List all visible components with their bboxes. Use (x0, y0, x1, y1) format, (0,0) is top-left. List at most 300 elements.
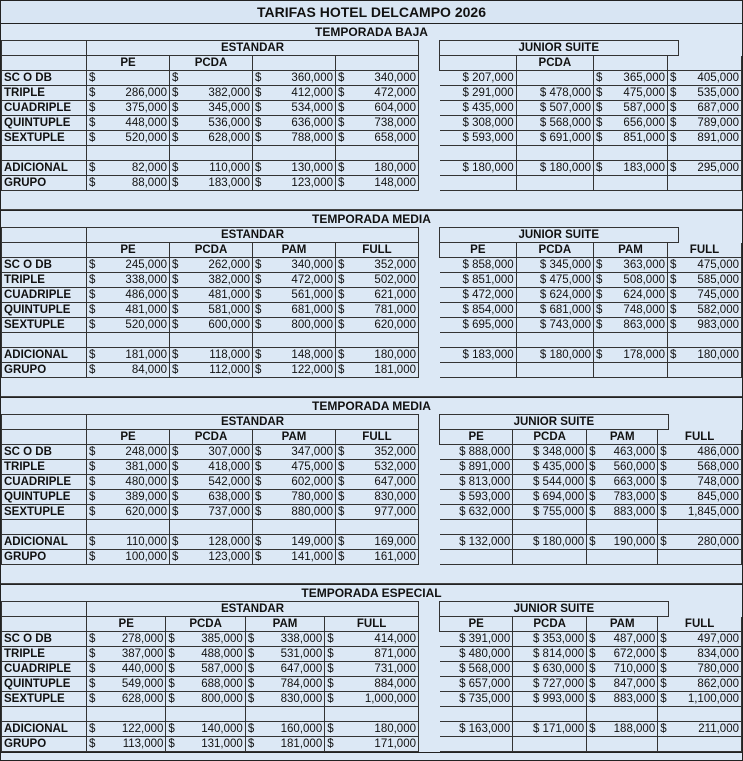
rate-value: 160,000 (256, 722, 325, 737)
rate-value: 248,000 (97, 445, 170, 460)
rate-value: 181,000 (346, 363, 419, 378)
rate-row (440, 490, 742, 505)
rate-row (2, 692, 419, 707)
currency-sign: $ (336, 258, 347, 273)
currency-sign: $ (170, 318, 181, 333)
rate-row (440, 505, 742, 520)
rate-row (2, 318, 419, 333)
rate-value: 414,000 (335, 632, 418, 647)
rate-row (2, 258, 419, 273)
currency-sign: $ (594, 288, 605, 303)
rate-value (516, 363, 593, 378)
currency-sign: $ (170, 363, 181, 378)
currency-sign: $ (668, 273, 679, 288)
rate-value (597, 520, 658, 535)
room-type-label: GRUPO (2, 176, 87, 191)
rate-value: 620,000 (346, 318, 419, 333)
section-spacer (1, 378, 742, 397)
currency-sign: $ (87, 505, 98, 520)
currency-sign: $ (587, 722, 598, 737)
column-header: PCDA (170, 243, 253, 258)
currency-sign: $ (166, 722, 177, 737)
currency-sign (594, 363, 605, 378)
currency-sign (336, 520, 347, 535)
column-header (440, 56, 517, 71)
rate-value: 113,000 (97, 737, 166, 752)
rate-value: 851,000 (604, 131, 667, 146)
rate-value: 480,000 (97, 475, 170, 490)
rate-value: 585,000 (678, 273, 742, 288)
rate-row (440, 318, 742, 333)
column-header: PCDA (516, 56, 593, 71)
currency-sign (87, 520, 98, 535)
currency-sign: $ (658, 505, 669, 520)
currency-sign: $ (87, 176, 98, 191)
estandar-table (1, 40, 419, 191)
currency-sign: $ (253, 273, 264, 288)
rate-value (180, 333, 253, 348)
rate-value: 88,000 (97, 176, 170, 191)
rate-value: 977,000 (346, 505, 419, 520)
rate-value: 1,000,000 (335, 692, 418, 707)
currency-sign: $ (253, 131, 264, 146)
currency-sign: $ (170, 161, 181, 176)
rate-value: 405,000 (678, 71, 742, 86)
currency-sign: $ (587, 662, 598, 677)
rate-value: 731,000 (335, 662, 418, 677)
rate-value: 520,000 (97, 131, 170, 146)
currency-sign: $ (87, 101, 98, 116)
rate-row (440, 161, 742, 176)
currency-sign: $ (336, 490, 347, 505)
rate-value: 587,000 (176, 662, 245, 677)
rate-value: $ 851,000 (440, 273, 517, 288)
rate-row (2, 722, 419, 737)
room-type-label: SEXTUPLE (2, 318, 87, 333)
blank-cell (2, 415, 87, 430)
currency-sign: $ (253, 535, 264, 550)
rate-value: 581,000 (180, 303, 253, 318)
currency-sign: $ (87, 161, 98, 176)
currency-sign: $ (87, 273, 98, 288)
currency-sign: $ (253, 288, 264, 303)
rate-row (440, 535, 742, 550)
rate-row (2, 303, 419, 318)
currency-sign: $ (587, 535, 598, 550)
column-header: PAM (587, 430, 658, 445)
rate-value: 1,845,000 (668, 505, 741, 520)
currency-sign: $ (245, 722, 256, 737)
currency-sign: $ (170, 86, 181, 101)
rate-value: 587,000 (604, 101, 667, 116)
currency-sign (166, 707, 177, 722)
rate-value: 830,000 (346, 490, 419, 505)
rate-value: $ 858,000 (440, 258, 517, 273)
currency-sign: $ (594, 86, 605, 101)
currency-sign: $ (594, 348, 605, 363)
rate-value: 345,000 (180, 101, 253, 116)
rate-row (2, 348, 419, 363)
rate-value: 502,000 (346, 273, 419, 288)
column-header: PAM (245, 617, 324, 632)
rate-value (513, 520, 587, 535)
rate-value (346, 520, 419, 535)
currency-sign: $ (87, 288, 98, 303)
column-header: FULL (336, 243, 419, 258)
rate-row (2, 273, 419, 288)
rate-value: $ 691,000 (516, 131, 593, 146)
column-header: FULL (668, 243, 742, 258)
currency-sign: $ (170, 101, 181, 116)
rate-value: 862,000 (668, 677, 741, 692)
currency-sign (658, 707, 669, 722)
currency-sign (658, 550, 669, 565)
rate-row (440, 677, 742, 692)
currency-sign: $ (253, 550, 264, 565)
currency-sign: $ (166, 647, 177, 662)
rate-value: $ 353,000 (513, 632, 587, 647)
rate-row (440, 288, 742, 303)
currency-sign: $ (170, 535, 181, 550)
rate-value: 582,000 (678, 303, 742, 318)
currency-sign: $ (336, 475, 347, 490)
rate-value: 621,000 (346, 288, 419, 303)
blank-cell (2, 243, 87, 258)
rate-row (440, 692, 742, 707)
column-header: PCDA (166, 617, 245, 632)
currency-sign: $ (87, 662, 98, 677)
rate-value: 486,000 (97, 288, 170, 303)
rate-value (440, 707, 513, 722)
currency-sign: $ (253, 161, 264, 176)
rate-value: 382,000 (180, 273, 253, 288)
rate-value: 381,000 (97, 460, 170, 475)
currency-sign: $ (170, 273, 181, 288)
currency-sign: $ (336, 101, 347, 116)
column-header (594, 56, 668, 71)
rate-value: 781,000 (346, 303, 419, 318)
rate-value (440, 146, 517, 161)
currency-sign: $ (87, 348, 98, 363)
rate-value: 84,000 (97, 363, 170, 378)
currency-sign (668, 146, 679, 161)
rate-row (440, 647, 742, 662)
rate-value: 412,000 (263, 86, 336, 101)
rate-value: 382,000 (180, 86, 253, 101)
rate-value: $ 624,000 (516, 288, 593, 303)
rate-value: $ 727,000 (513, 677, 587, 692)
column-header: PAM (253, 243, 336, 258)
rate-value: 738,000 (346, 116, 419, 131)
rate-value: 463,000 (597, 445, 658, 460)
rate-value (597, 707, 658, 722)
currency-sign: $ (87, 318, 98, 333)
room-type-label: TRIPLE (2, 647, 87, 662)
rate-value (346, 146, 419, 161)
season-title: TEMPORADA BAJA (315, 25, 428, 39)
currency-sign: $ (336, 288, 347, 303)
rate-row (2, 475, 419, 490)
currency-sign: $ (87, 647, 98, 662)
currency-sign: $ (166, 737, 177, 752)
season-tables (1, 40, 742, 191)
currency-sign: $ (594, 258, 605, 273)
rate-value: 286,000 (97, 86, 170, 101)
rate-value: 688,000 (176, 677, 245, 692)
currency-sign: $ (668, 258, 679, 273)
currency-sign (87, 707, 98, 722)
rate-value: 487,000 (597, 632, 658, 647)
rate-value: 440,000 (97, 662, 166, 677)
rate-value: $ 632,000 (440, 505, 513, 520)
room-type-label: SEXTUPLE (2, 505, 87, 520)
currency-sign (253, 333, 264, 348)
currency-sign (587, 707, 598, 722)
currency-sign: $ (668, 86, 679, 101)
rate-value: $ 743,000 (516, 318, 593, 333)
currency-sign: $ (87, 116, 98, 131)
currency-sign (668, 363, 679, 378)
rate-row (2, 445, 419, 460)
rate-value: 628,000 (180, 131, 253, 146)
column-header: PAM (594, 243, 668, 258)
rate-row (2, 116, 419, 131)
currency-sign: $ (658, 677, 669, 692)
currency-sign: $ (253, 363, 264, 378)
rate-value: $ 180,000 (516, 161, 593, 176)
currency-sign: $ (325, 647, 336, 662)
currency-sign: $ (587, 505, 598, 520)
currency-sign: $ (87, 722, 98, 737)
section-spacer (1, 191, 742, 210)
currency-sign: $ (170, 490, 181, 505)
currency-sign (87, 333, 98, 348)
currency-sign: $ (336, 303, 347, 318)
currency-sign: $ (668, 318, 679, 333)
currency-sign: $ (587, 460, 598, 475)
rate-value: 418,000 (180, 460, 253, 475)
rate-row (440, 707, 742, 722)
rate-value: 883,000 (597, 692, 658, 707)
currency-sign (325, 707, 336, 722)
rate-row (2, 647, 419, 662)
currency-sign: $ (87, 692, 98, 707)
rate-value (668, 550, 741, 565)
rate-value: 536,000 (180, 116, 253, 131)
column-header: FULL (658, 617, 742, 632)
rate-row (440, 146, 742, 161)
rate-value (440, 737, 513, 752)
rate-row (440, 116, 742, 131)
rate-value (176, 707, 245, 722)
rate-value: 183,000 (180, 176, 253, 191)
rate-value: $ 475,000 (516, 273, 593, 288)
rate-value: 830,000 (256, 692, 325, 707)
currency-sign: $ (170, 71, 181, 86)
currency-sign (87, 146, 98, 161)
currency-sign: $ (253, 71, 264, 86)
currency-sign (658, 520, 669, 535)
column-header: PE (440, 243, 517, 258)
currency-sign (253, 146, 264, 161)
rate-value: $ 348,000 (513, 445, 587, 460)
rate-value: 363,000 (604, 258, 667, 273)
group-header-estandar: ESTANDAR (87, 602, 419, 617)
currency-sign: $ (336, 273, 347, 288)
blank-cell (2, 617, 87, 632)
rate-row (2, 535, 419, 550)
rate-value: 871,000 (335, 647, 418, 662)
currency-sign: $ (253, 258, 264, 273)
currency-sign: $ (245, 692, 256, 707)
rate-row (440, 131, 742, 146)
estandar-table (1, 414, 419, 565)
rate-value: 983,000 (678, 318, 742, 333)
rate-value: 784,000 (256, 677, 325, 692)
room-type-label: CUADRIPLE (2, 101, 87, 116)
rate-value: $ 813,000 (440, 475, 513, 490)
rate-row (2, 677, 419, 692)
currency-sign: $ (668, 303, 679, 318)
rate-value: 549,000 (97, 677, 166, 692)
rate-row (440, 550, 742, 565)
rate-row (2, 333, 419, 348)
currency-sign: $ (668, 348, 679, 363)
rate-value: 535,000 (678, 86, 742, 101)
rate-value (678, 333, 742, 348)
currency-sign: $ (87, 490, 98, 505)
rate-value: $ 207,000 (440, 71, 517, 86)
rate-value: $ 308,000 (440, 116, 517, 131)
rate-value (97, 71, 170, 86)
room-type-label: CUADRIPLE (2, 662, 87, 677)
rate-row (440, 520, 742, 535)
group-header-junior: JUNIOR SUITE (440, 602, 669, 617)
currency-sign: $ (325, 737, 336, 752)
rate-value: 295,000 (678, 161, 742, 176)
rate-value: 385,000 (176, 632, 245, 647)
season-tables (1, 414, 742, 565)
currency-sign: $ (87, 632, 98, 647)
rate-value: $ 657,000 (440, 677, 513, 692)
rate-value: 883,000 (597, 505, 658, 520)
rate-value: 112,000 (180, 363, 253, 378)
rate-value: $ 544,000 (513, 475, 587, 490)
rate-value (668, 520, 741, 535)
rate-value (97, 520, 170, 535)
rate-value: $ 681,000 (516, 303, 593, 318)
rate-value: 181,000 (97, 348, 170, 363)
rate-row (440, 445, 742, 460)
rate-value: $ 568,000 (516, 116, 593, 131)
currency-sign: $ (668, 161, 679, 176)
column-header: PE (87, 243, 170, 258)
rate-value: 789,000 (678, 116, 742, 131)
currency-sign: $ (170, 131, 181, 146)
rate-value: 488,000 (176, 647, 245, 662)
currency-sign: $ (245, 677, 256, 692)
currency-sign: $ (668, 101, 679, 116)
currency-sign: $ (87, 86, 98, 101)
rate-value: 636,000 (263, 116, 336, 131)
room-type-label: SC O DB (2, 632, 87, 647)
currency-sign: $ (336, 505, 347, 520)
column-header (253, 56, 336, 71)
group-header-estandar: ESTANDAR (87, 228, 419, 243)
currency-sign (170, 333, 181, 348)
currency-sign (594, 176, 605, 191)
column-header: FULL (658, 430, 742, 445)
column-header (668, 56, 742, 71)
currency-sign: $ (87, 131, 98, 146)
rate-row (2, 131, 419, 146)
rate-value: 340,000 (346, 71, 419, 86)
rate-value: 663,000 (597, 475, 658, 490)
rate-row (2, 662, 419, 677)
group-header-junior: JUNIOR SUITE (440, 41, 679, 56)
currency-sign: $ (325, 692, 336, 707)
rate-value (440, 363, 517, 378)
currency-sign: $ (87, 363, 98, 378)
currency-sign: $ (253, 460, 264, 475)
section-spacer (1, 565, 742, 584)
column-header: PE (87, 56, 170, 71)
room-type-label: GRUPO (2, 550, 87, 565)
rate-value: $ 435,000 (440, 101, 517, 116)
season-section (1, 585, 742, 753)
season-tables (1, 601, 742, 752)
currency-sign (668, 333, 679, 348)
currency-sign: $ (594, 303, 605, 318)
rate-value: 472,000 (263, 273, 336, 288)
currency-sign: $ (336, 176, 347, 191)
rate-value: 180,000 (335, 722, 418, 737)
rate-value (604, 176, 667, 191)
rate-row (2, 520, 419, 535)
rate-value: 352,000 (346, 445, 419, 460)
currency-sign: $ (87, 550, 98, 565)
rate-value: 387,000 (97, 647, 166, 662)
room-type-label: QUINTUPLE (2, 677, 87, 692)
rate-value: $ 888,000 (440, 445, 513, 460)
blank-cell (2, 56, 87, 71)
currency-sign: $ (170, 258, 181, 273)
sheet-title: TARIFAS HOTEL DELCAMPO 2026 (1, 1, 742, 24)
group-header-junior: JUNIOR SUITE (440, 415, 669, 430)
rate-value: $ 630,000 (513, 662, 587, 677)
currency-sign: $ (587, 647, 598, 662)
rate-value: 338,000 (97, 273, 170, 288)
rate-value: $ 345,000 (516, 258, 593, 273)
room-type-label: SC O DB (2, 445, 87, 460)
column-header: PCDA (516, 243, 593, 258)
season-section (1, 398, 742, 585)
currency-sign: $ (668, 288, 679, 303)
rate-value (180, 520, 253, 535)
currency-sign: $ (170, 288, 181, 303)
rate-value: $ 435,000 (513, 460, 587, 475)
rate-value (263, 146, 336, 161)
rate-row (2, 363, 419, 378)
rate-value: 347,000 (263, 445, 336, 460)
rate-value: 710,000 (597, 662, 658, 677)
rate-value (97, 707, 166, 722)
currency-sign: $ (325, 677, 336, 692)
currency-sign: $ (325, 632, 336, 647)
room-type-label (2, 707, 87, 722)
junior-suite-table (439, 601, 742, 752)
rate-row (440, 101, 742, 116)
